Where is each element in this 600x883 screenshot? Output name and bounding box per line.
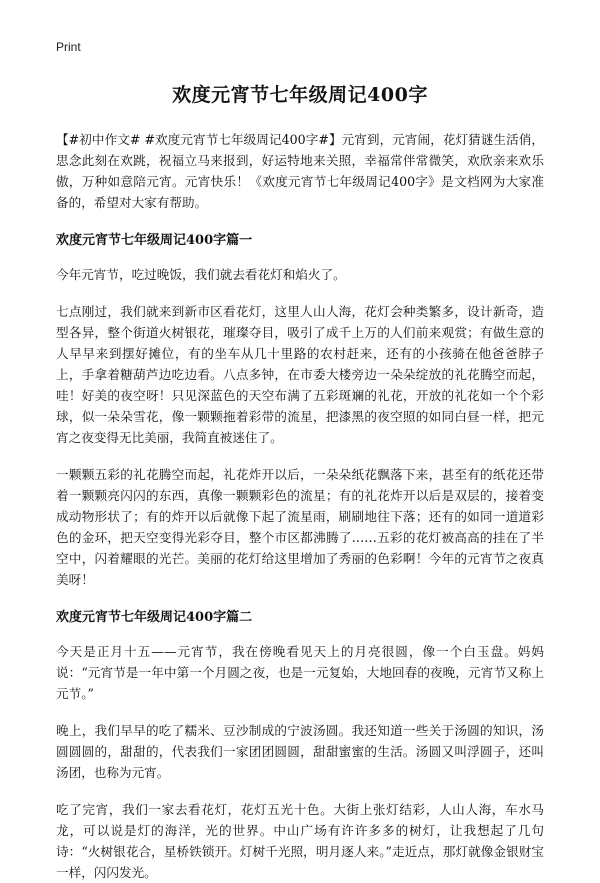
document-title: 欢度元宵节七年级周记400字 [172, 84, 428, 106]
section2-paragraph-2: 晚上，我们早早的吃了糯米、豆沙制成的宁波汤圆。我还知道一些关于汤圆的知识，汤圆圆圆的，甜甜的，代表我们一家团团圆圆，甜甜蜜蜜的生活。汤圆又叫浮圆子，还叫汤团，也称为元宵。 [56, 723, 544, 780]
section1-paragraph-2: 七点刚过，我们就来到新市区看花灯，这里人山人海，花灯会种类繁多，设计新奇，造型各异，整个街道火树银花，璀璨夺目，吸引了成千上万的人们前来观赏；有做生意的人早早来到摆好摊位，有的坐车从几十里路的农村赶来，还有的小孩骑在他爸爸脖子上，手拿着糖葫芦边吃边看。八点多钟，在市委大楼旁边一朵朵绽放的礼花腾空而起，哇！好美的夜空呀！只见深蓝色的天空布满了五彩斑斓的礼花，开放的礼花如一个个彩球，似一朵朵雪花，像一颗颗拖着彩带的流星，把漆黑的夜空照的如同白昼一样，把元宵之夜变得无比美丽，我简直被迷住了。 [56, 304, 544, 445]
section2-paragraph-3: 吃了完宵，我们一家去看花灯，花灯五光十色。大街上张灯结彩，人山人海，车水马龙，可以说是灯的海洋，光的世界。中山广场有许许多多的树灯，让我想起了几句诗：“火树银花合，星桥铁锁开。灯树千光照，明月逐人来。”走近点，那灯就像金银财宝一样，闪闪发光。 [56, 802, 544, 880]
print-label: Print [56, 40, 81, 54]
section-heading-1: 欢度元宵节七年级周记400字篇一 [56, 233, 253, 248]
section2-paragraph-1: 今天是正月十五——元宵节，我在傍晚看见天上的月亮很圆，像一个白玉盘。妈妈说：“元宵节是一年中第一个月圆之夜，也是一元复始，大地回春的夜晚，元宵节又称上元节。” [56, 644, 544, 701]
section1-paragraph-1: 今年元宵节，吃过晚饭，我们就去看花灯和焰火了。 [56, 267, 346, 282]
intro-paragraph: 【#初中作文# #欢度元宵节七年级周记400字#】元宵到，元宵闹，花灯猜谜生活俏，思念此刻在欢跳，祝福立马来报到，好运特地来关照，幸福常伴常微笑，欢欣亲来欢乐傲，万种如意陪元宵。元宵快乐！《欢度元宵节七年级周记400字》是文档网为大家准备的，希望对大家有帮助。 [56, 132, 544, 210]
section-heading-2: 欢度元宵节七年级周记400字篇二 [56, 610, 253, 625]
section1-paragraph-3: 一颗颗五彩的礼花腾空而起，礼花炸开以后，一朵朵纸花飘落下来，甚至有的纸花还带着一颗颗亮闪闪的东西，真像一颗颗彩色的流星；有的礼花炸开以后是双层的，接着变成动物形状了；有的炸开以后就像下起了流星雨，刷刷地往下落；还有的如同一道道彩色的金环，把天空变得光彩夺目，整个市区都沸腾了……五彩的花灯被高高的挂在了半空中，闪着耀眼的光芒。美丽的花灯给这里增加了秀丽的色彩啊！今年的元宵节之夜真美呀！ [56, 467, 544, 587]
